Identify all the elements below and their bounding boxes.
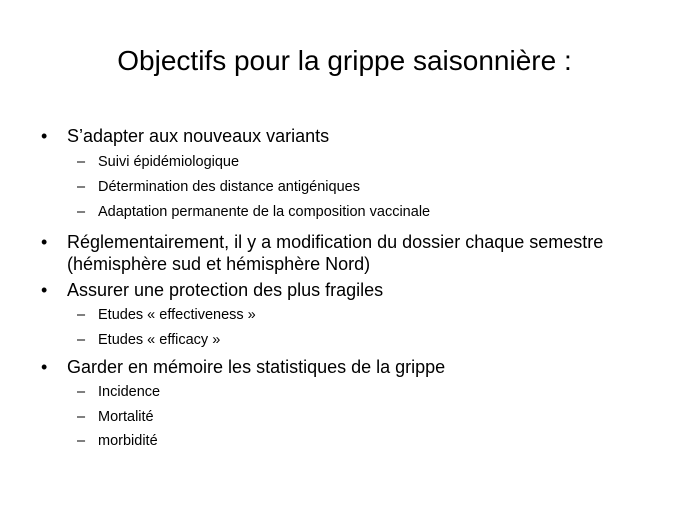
sub-list-item-text: Suivi épidémiologique: [98, 154, 240, 170]
dash-icon: –: [77, 433, 86, 449]
list-item-text: Garder en mémoire les statistiques de la grippe: [67, 357, 446, 377]
bullet-icon: •: [41, 280, 48, 300]
list-item-text: (hémisphère sud et hémisphère Nord): [67, 254, 371, 274]
dash-icon: –: [77, 384, 86, 400]
sub-list-item-text: morbidité: [98, 433, 158, 449]
dash-icon: –: [77, 154, 86, 170]
slide-title: Objectifs pour la grippe saisonnière :: [117, 45, 572, 76]
sub-list-item-text: Mortalité: [98, 409, 154, 425]
dash-icon: –: [77, 307, 86, 323]
sub-list-item-text: Détermination des distance antigéniques: [98, 179, 360, 195]
list-item-text: Assurer une protection des plus fragiles: [67, 280, 384, 300]
list-item-text: Réglementairement, il y a modification du dossier chaque semestre: [67, 232, 604, 252]
dash-icon: –: [77, 332, 86, 348]
sub-list-item-text: Adaptation permanente de la composition vaccinale: [98, 204, 431, 220]
bullet-icon: •: [41, 357, 48, 377]
sub-list-item-text: Etudes « effectiveness »: [98, 307, 256, 323]
dash-icon: –: [77, 179, 86, 195]
sub-list-item-text: Incidence: [98, 384, 161, 400]
bullet-icon: •: [41, 126, 48, 146]
dash-icon: –: [77, 409, 86, 425]
list-item-text: S’adapter aux nouveaux variants: [67, 126, 330, 146]
dash-icon: –: [77, 204, 86, 220]
bullet-icon: •: [41, 232, 48, 252]
sub-list-item-text: Etudes « efficacy »: [98, 332, 221, 348]
